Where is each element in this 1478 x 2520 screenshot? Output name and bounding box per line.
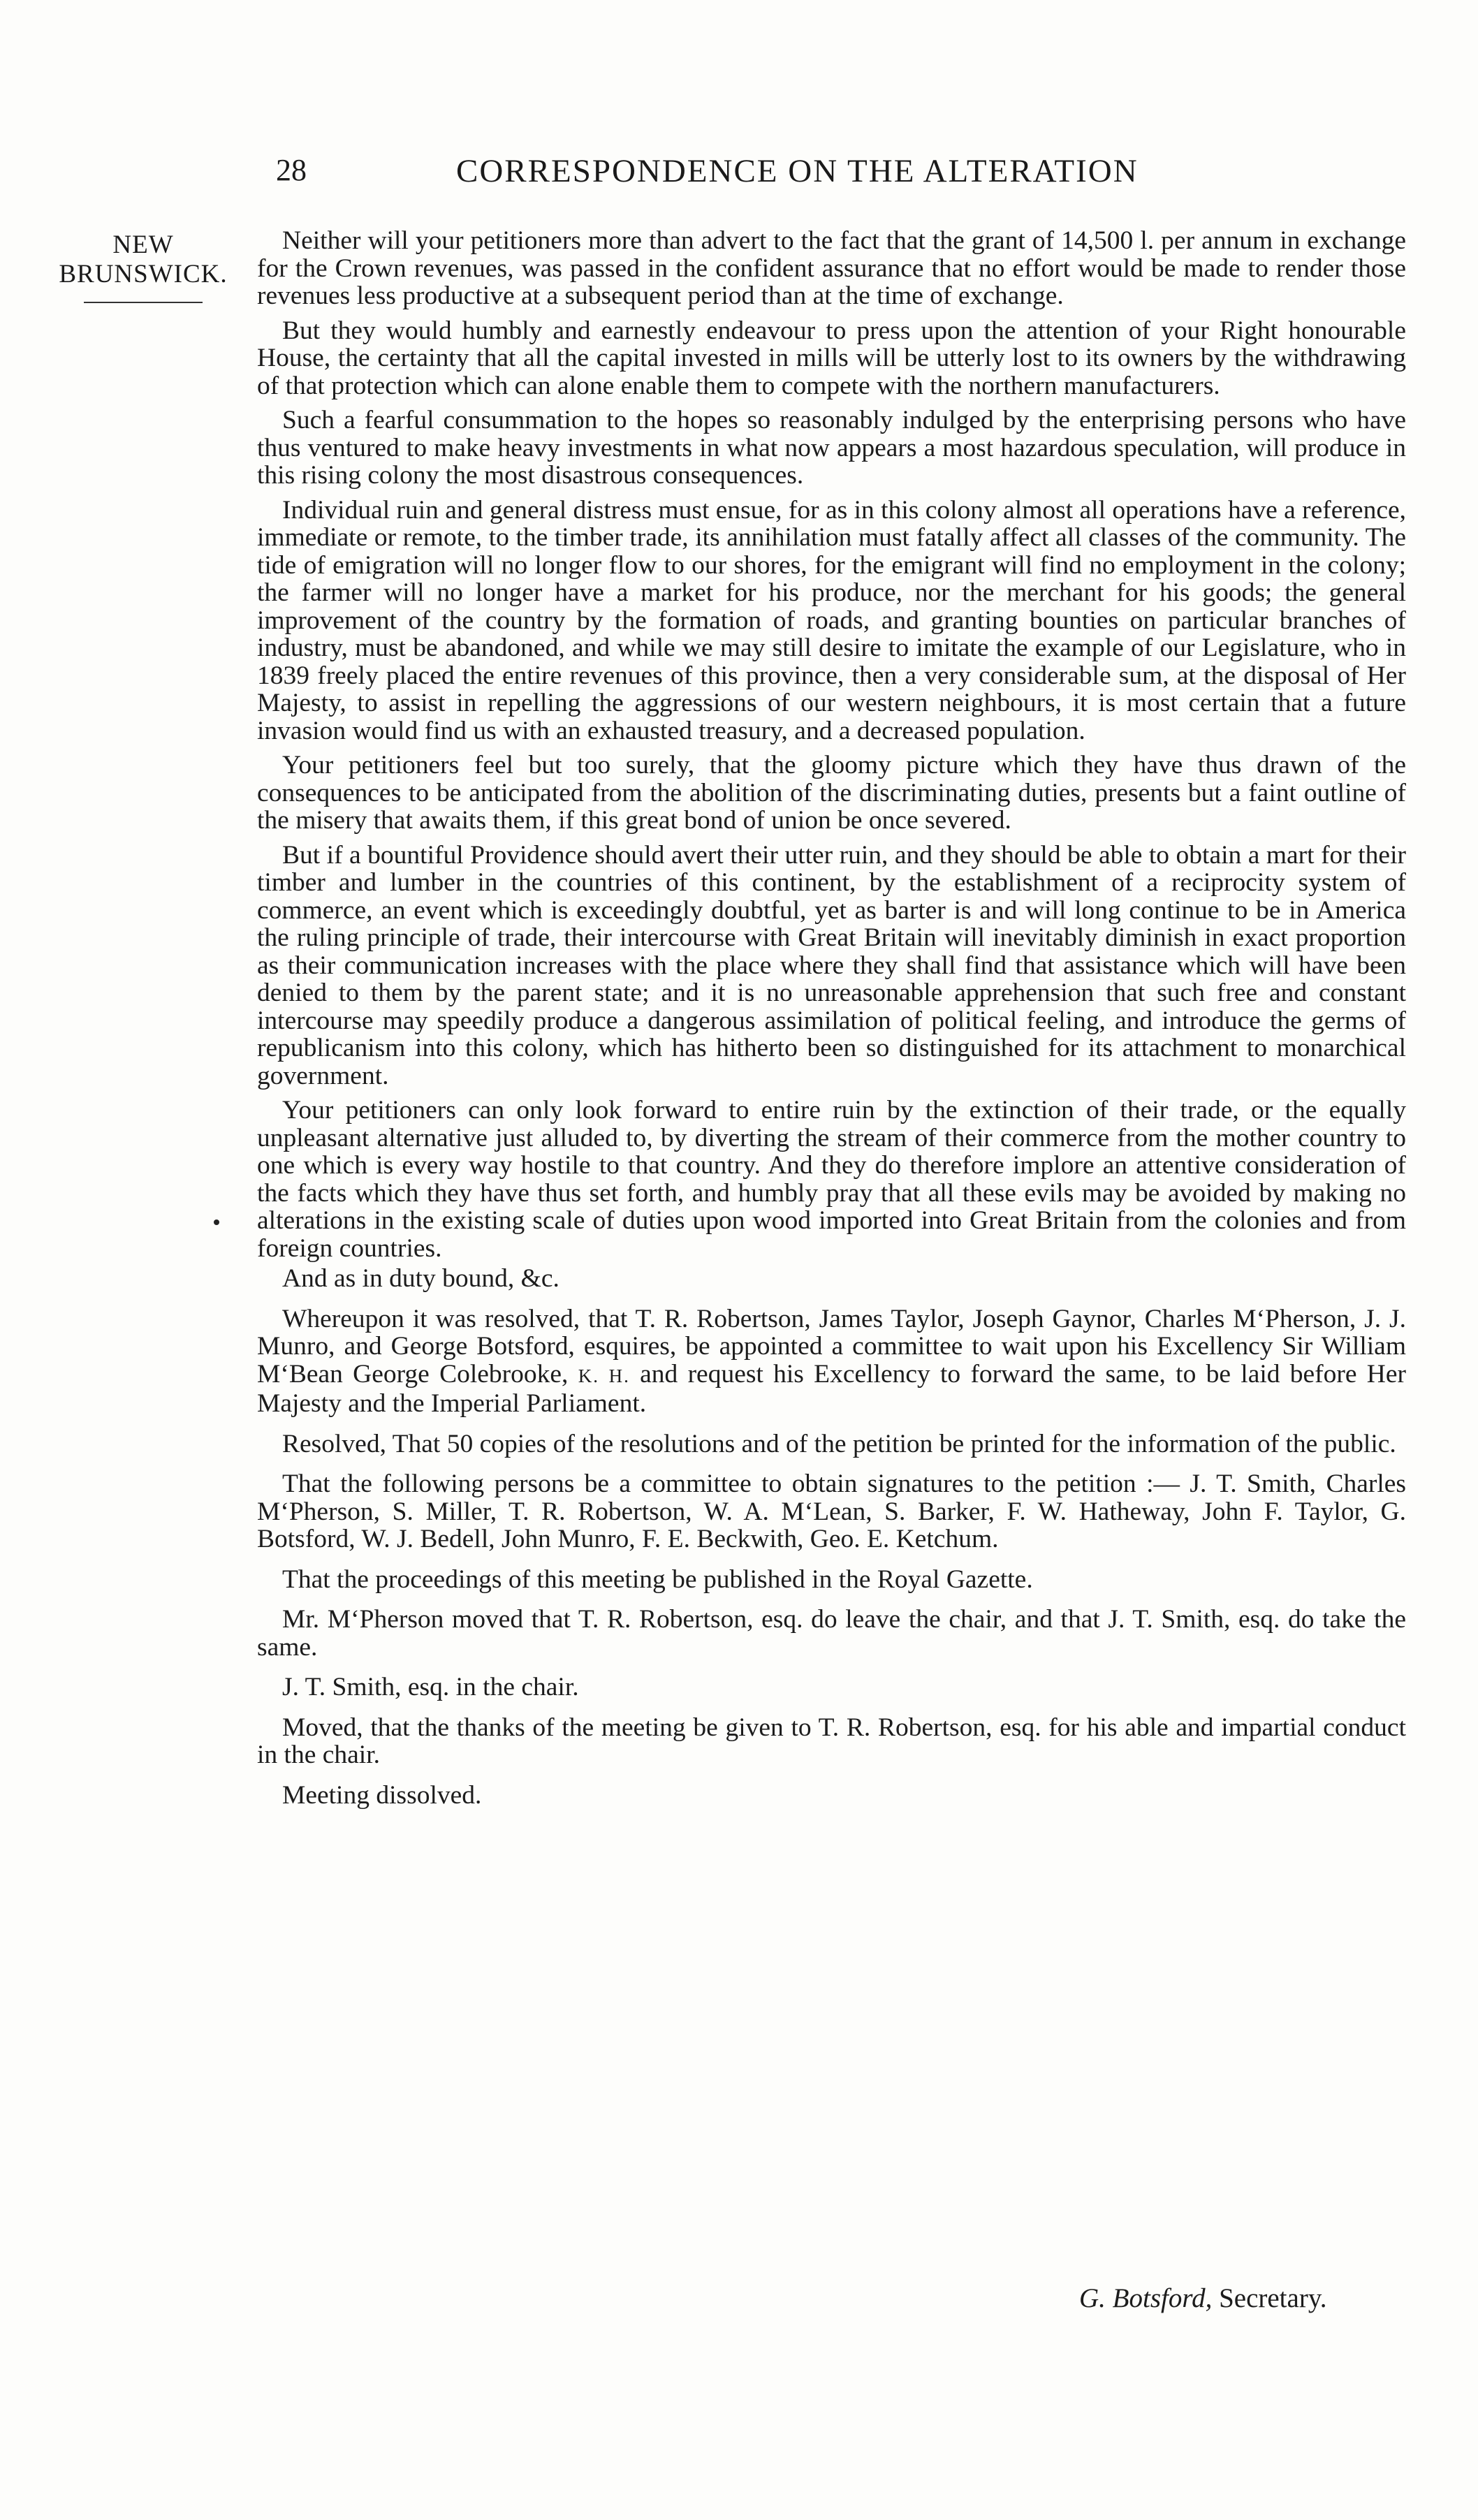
paragraph-6: But if a bountiful Providence should avert their utter ruin, and they should be able to obtain a mart for their timber and lumber in the countries of this continent, by the establishment of a reciprocity system of commerce, an event which is exceedingly doubtful, yet as barter is and will long continue to be in America the ruling principle of trade, their intercourse with Great Britain will inevitably diminish in exact proportion as their communication increases with the place where they shall find that assistance which will have been denied to them by the parent state; and it is no unreasonable apprehension that such free and constant intercourse may speedily produce a dangerous assimilation of political feeling, and introduce the germs of republicanism into this colony, which has hitherto been so distinguished for its attachment to monarchical government. (257, 840, 1406, 1090)
paragraph-2: But they would humbly and earnestly endeavour to press upon the attention of your Right honourable House, the certainty that all the capital invested in mills will be utterly lost to its owners by the withdrawing of that protection which can alone enable them to compete with the northern manufacturers. (257, 316, 1406, 400)
printer-dot-mark (214, 1219, 219, 1225)
running-title: CORRESPONDENCE ON THE ALTERATION (456, 153, 1139, 189)
signature-line (1079, 2283, 1327, 2314)
paragraph-14: J. T. Smith, esq. in the chair. (282, 1673, 579, 1701)
paragraph-7: Your petitioners can only look forward to entire ruin by the extinction of their trade, or the equally unpleasant alternative just alluded to, by diverting the stream of their commerce from the mother country to one which is every way hostile to that country. And they do therefore implore an attentive consideration of the facts which they have thus set forth, and humbly pray that all these evils may be avoided by making no alterations in the existing scale of duties upon wood imported into Great Britain from the colonies and from foreign countries. (257, 1096, 1406, 1263)
margin-rule (84, 302, 203, 303)
paragraph-10: Resolved, That 50 copies of the resolutions and of the petition be printed for the information of the public. (282, 1429, 1396, 1458)
margin-note-line1: NEW (112, 230, 174, 259)
page-header (276, 152, 1240, 201)
body-text (257, 227, 1406, 1816)
paragraph-3: Such a fearful consummation to the hopes so reasonably indulged by the enterprising persons who have thus ventured to make heavy investments in what now appears a most hazardous speculation, will produce in this rising colony the most disastrous consequences. (257, 406, 1406, 490)
margin-note-line2: BRUNSWICK. (59, 260, 228, 288)
paragraph-9-part-a: Whereupon it was resolved, that T. R. Robertson, James Taylor, Joseph Gaynor, Charles M‘Pherson, J. J. Munro, and George Botsford, esquires, be appointed a committee to wait upon his Excellency Sir William M‘Bean George Colebrooke, (257, 1304, 1406, 1389)
page-number: 28 (276, 153, 307, 187)
signature-name: G. Botsford, (1079, 2283, 1213, 2313)
paragraph-4: Individual ruin and general distress must ensue, for as in this colony almost all operations have a reference, immediate or remote, to the timber trade, its annihilation must fatally affect all classes of the community. The tide of emigration will no longer flow to our shores, for the emigrant will find no employment in the colony; the farmer will no longer have a market for his produce, nor the merchant for his goods; the general improvement of the country by the formation of roads, and granting bounties on particular branches of industry, must be abandoned, and while we may still desire to imitate the example of our Legislature, who in 1839 freely placed the entire revenues of this province, then a very considerable sum, at the disposal of Her Majesty, to assist in repelling the aggressions of our western neighbours, it is most certain that a future invasion would find us with an exhausted treasury, and a decreased population. (257, 495, 1406, 745)
signature-title: Secretary. (1212, 2283, 1327, 2313)
paragraph-9-kh: K. H. (578, 1365, 630, 1386)
paragraph-13: Mr. M‘Pherson moved that T. R. Robertson, esq. do leave the chair, and that J. T. Smith, esq. do take the same. (257, 1605, 1406, 1662)
paragraph-8: And as in duty bound, &c. (282, 1264, 559, 1293)
paragraph-5: Your petitioners feel but too surely, that the gloomy picture which they have thus drawn of the consequences to be anticipated from the abolition of the discriminating duties, presents but a faint outline of the misery that awaits them, if this great bond of union be once severed. (257, 751, 1406, 835)
paragraph-12: That the proceedings of this meeting be published in the Royal Gazette. (282, 1565, 1033, 1594)
margin-note (49, 230, 237, 303)
paragraph-11: That the following persons be a committee to obtain signatures to the petition :— J. T. Smith, Charles M‘Pherson, S. Miller, T. R. Robertson, W. A. M‘Lean, S. Barker, F. W. Hatheway, John F. Taylor, G. Botsford, W. J. Bedell, John Munro, F. E. Beckwith, Geo. E. Ketchum. (257, 1470, 1406, 1553)
paragraph-9 (257, 1305, 1406, 1418)
paragraph-9-part-b: and request his Excellency to forward the same, to be laid before Her Majesty and the Imperial Parliament. (257, 1359, 1407, 1418)
paragraph-16: Meeting dissolved. (282, 1780, 482, 1810)
paragraph-15: Moved, that the thanks of the meeting be given to T. R. Robertson, esq. for his able and impartial conduct in the chair. (257, 1713, 1406, 1769)
paragraph-1: Neither will your petitioners more than advert to the fact that the grant of 14,500 l. per annum in exchange for the Crown revenues, was passed in the confident assurance that no effort would be made to render those revenues less productive at a subsequent period than at the time of exchange. (257, 226, 1406, 310)
